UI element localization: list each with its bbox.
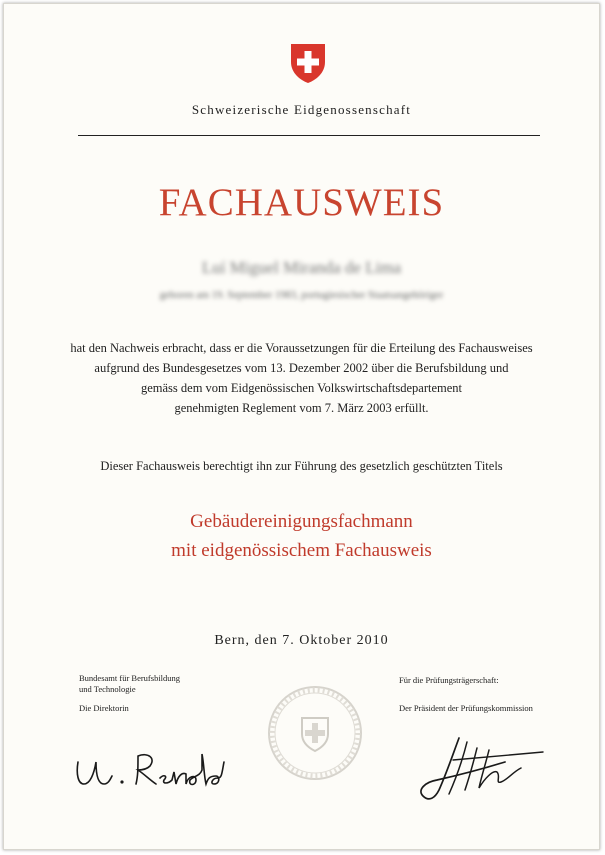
issuing-authority-role: Die Direktorin [79, 703, 129, 713]
embossed-seal-icon [266, 684, 364, 782]
header-divider [78, 135, 540, 136]
confederation-name: Schweizerische Eidgenossenschaft [191, 102, 412, 117]
certificate-sheet [3, 3, 600, 850]
place-and-date: Bern, den 7. Oktober 2010 [214, 633, 389, 648]
examiner-signature [409, 732, 554, 810]
holder-name: Luí Miguel Miranda de Lima [201, 258, 402, 277]
statement-line: hat den Nachweis erbracht, dass er die Voraussetzungen für die Erteilung des Fachausweises [70, 341, 533, 355]
professional-title [4, 507, 599, 565]
professional-title-line: Gebäudereinigungsfachmann [190, 511, 413, 532]
professional-title-line: mit eidgenössischem Fachausweis [171, 540, 432, 561]
statement-line: aufgrund des Bundesgesetzes vom 13. Dezember 2002 über die Berufsbildung und [94, 361, 509, 375]
issuing-authority-line: und Technologie [79, 684, 136, 694]
certificate-title: FACHAUSWEIS [158, 181, 445, 224]
issuing-authority [79, 673, 239, 695]
statement-line: gemäss dem vom Eidgenössischen Volkswirtschaftsdepartement [140, 381, 462, 395]
entitlement-line: Dieser Fachausweis berechtigt ihn zur Führung des gesetzlich geschützten Titels [100, 459, 503, 473]
statement-line: genehmigten Reglement vom 7. März 2003 erfüllt. [174, 401, 429, 415]
exam-body-role: Der Präsident der Prüfungskommission [399, 703, 533, 713]
certificate-statement [4, 338, 599, 418]
issuing-authority-line: Bundesamt für Berufsbildung [79, 673, 181, 683]
swiss-cross-shield-icon [289, 42, 327, 84]
holder-birth-line: geboren am 19. September 1983, portugiesischer Staatsangehöriger [159, 290, 444, 301]
exam-body: Für die Prüfungsträgerschaft: [399, 675, 499, 685]
director-signature [72, 742, 242, 792]
